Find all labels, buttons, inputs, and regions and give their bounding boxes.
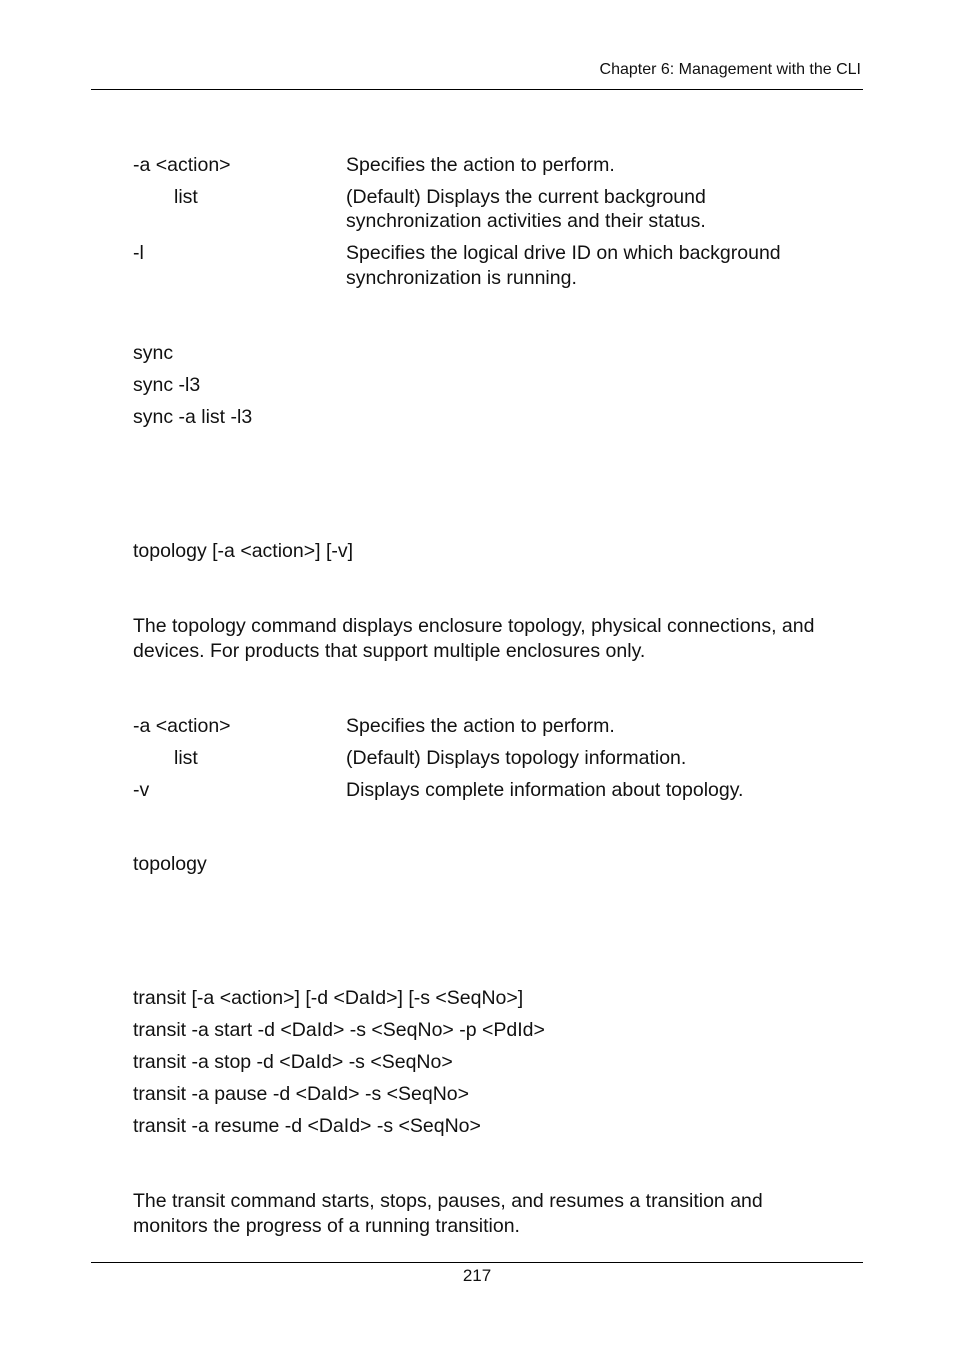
option-description: Specifies the action to perform. (346, 715, 615, 737)
option-name: -a <action> (133, 715, 231, 737)
usage-command: topology [-a <action>] [-v] (133, 540, 354, 562)
usage-command: transit -a stop -d <DaId> -s <SeqNo> (133, 1051, 453, 1073)
summary-text: The topology command displays enclosure topology, physical connections, and (133, 615, 815, 637)
usage-command: transit -a start -d <DaId> -s <SeqNo> -p <PdId> (133, 1019, 545, 1041)
option-description: Specifies the action to perform. (346, 154, 615, 176)
option-name: list (174, 747, 198, 769)
summary-text: monitors the progress of a running transition. (133, 1215, 520, 1237)
option-name: list (174, 186, 198, 208)
header-rule (91, 89, 863, 90)
summary-text: The transit command starts, stops, pauses, and resumes a transition and (133, 1190, 763, 1212)
example-command: sync -l3 (133, 374, 201, 396)
example-command: sync (133, 342, 174, 364)
usage-command: transit [-a <action>] [-d <DaId>] [-s <SeqNo>] (133, 987, 524, 1009)
usage-command: transit -a pause -d <DaId> -s <SeqNo> (133, 1083, 470, 1105)
option-name: -a <action> (133, 154, 231, 176)
option-name: -l (133, 242, 144, 264)
chapter-header: Chapter 6: Management with the CLI (599, 61, 861, 78)
example-command: topology (133, 853, 207, 875)
option-description: Displays complete information about topology. (346, 779, 744, 801)
footer-rule (91, 1262, 863, 1263)
option-description: synchronization is running. (346, 267, 577, 289)
usage-command: transit -a resume -d <DaId> -s <SeqNo> (133, 1115, 481, 1137)
summary-text: devices. For products that support multiple enclosures only. (133, 640, 646, 662)
option-description: (Default) Displays topology information. (346, 747, 687, 769)
option-name: -v (133, 779, 150, 801)
option-description: Specifies the logical drive ID on which background (346, 242, 781, 264)
option-description: (Default) Displays the current background (346, 186, 706, 208)
option-description: synchronization activities and their status. (346, 210, 706, 232)
example-command: sync -a list -l3 (133, 406, 253, 428)
page-number: 217 (462, 1266, 492, 1285)
